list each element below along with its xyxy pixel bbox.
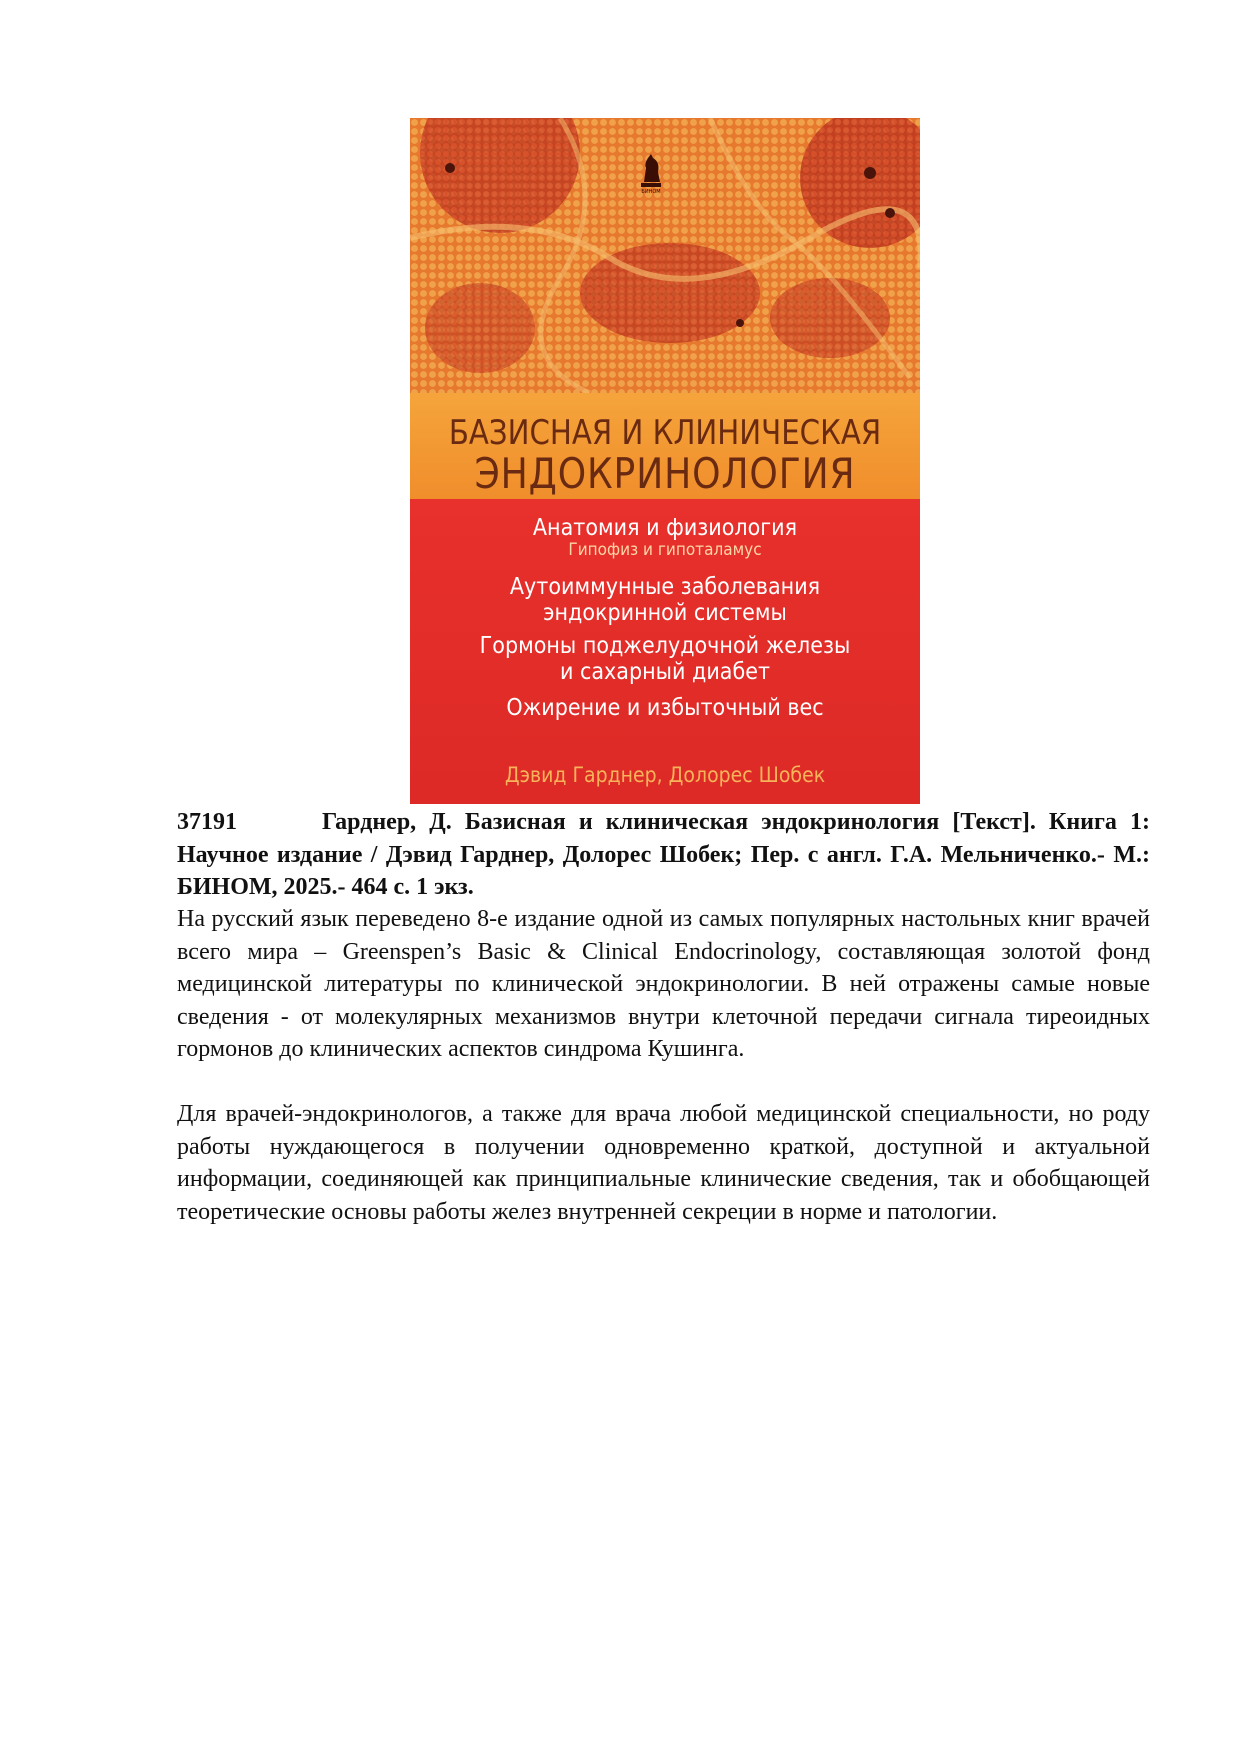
- cover-topic-main: Ожирение и избыточный вес: [506, 695, 824, 721]
- entry-number: 37191: [177, 809, 237, 835]
- cover-topic: [410, 515, 920, 559]
- cover-authors: [410, 763, 920, 787]
- cover-topic-main: Гормоны поджелудочной железы: [479, 633, 851, 659]
- cover-topic: [410, 574, 920, 626]
- description-paragraph-1: На русский язык переведено 8-е издание одной из самых популярных настольных книг врачей всего мира – Greenspen’s Basic & Clinical Endocrinology, составляющая золотой фонд медицинской литературы по клинической эндокринологии. В ней отражены самые новые сведения - от молекулярных механизмов внутри клеточной передачи сигнала тиреоидных гормонов до клинических аспектов синдрома Кушинга.: [177, 906, 1150, 1062]
- cover-title-line-2: ЭНДОКРИНОЛОГИЯ: [474, 449, 856, 498]
- cover-topic-main: Аутоиммунные заболевания: [509, 574, 821, 600]
- cover-topics-panel: [410, 499, 920, 804]
- entry-citation: Гарднер, Д. Базисная и клиническая эндокринология [Текст]. Книга 1: Научное издание / Дэвид Гарднер, Долорес Шобек; Пер. с англ. Г.А. Мельниченко.- М.: БИНОМ, 2025.- 464 с. 1 экз.: [177, 809, 1150, 900]
- cover-topic-main-2: и сахарный диабет: [559, 659, 771, 685]
- description-paragraph-2: Для врачей-эндокринологов, а также для врача любой медицинской специальности, но роду работы нуждающегося в получении одновременно краткой, доступной и актуальной информации, соединяющей как принципиальные клинические сведения, так и обобщающей теоретические основы работы желез внутренней секреции в норме и патологии.: [177, 1101, 1150, 1225]
- cover-topic: [410, 695, 920, 721]
- book-cover-image: [410, 118, 920, 804]
- bibliographic-entry: [177, 806, 1150, 904]
- cover-title-band: [410, 393, 920, 499]
- publisher-name: БИНОМ: [641, 189, 661, 194]
- cover-topic: [410, 633, 920, 685]
- cover-topic-main-2: эндокринной системы: [543, 600, 787, 626]
- cover-topic-main: Анатомия и физиология: [532, 515, 798, 541]
- knight-chess-piece-icon: [638, 152, 664, 194]
- cover-mosaic-art: [410, 118, 920, 393]
- cover-title-line-1: БАЗИСНАЯ И КЛИНИЧЕСКАЯ: [448, 413, 882, 453]
- cover-topic-sub: Гипофиз и гипоталамус: [568, 540, 762, 560]
- cover-authors-text: Дэвид Гарднер, Долорес Шобек: [504, 763, 826, 787]
